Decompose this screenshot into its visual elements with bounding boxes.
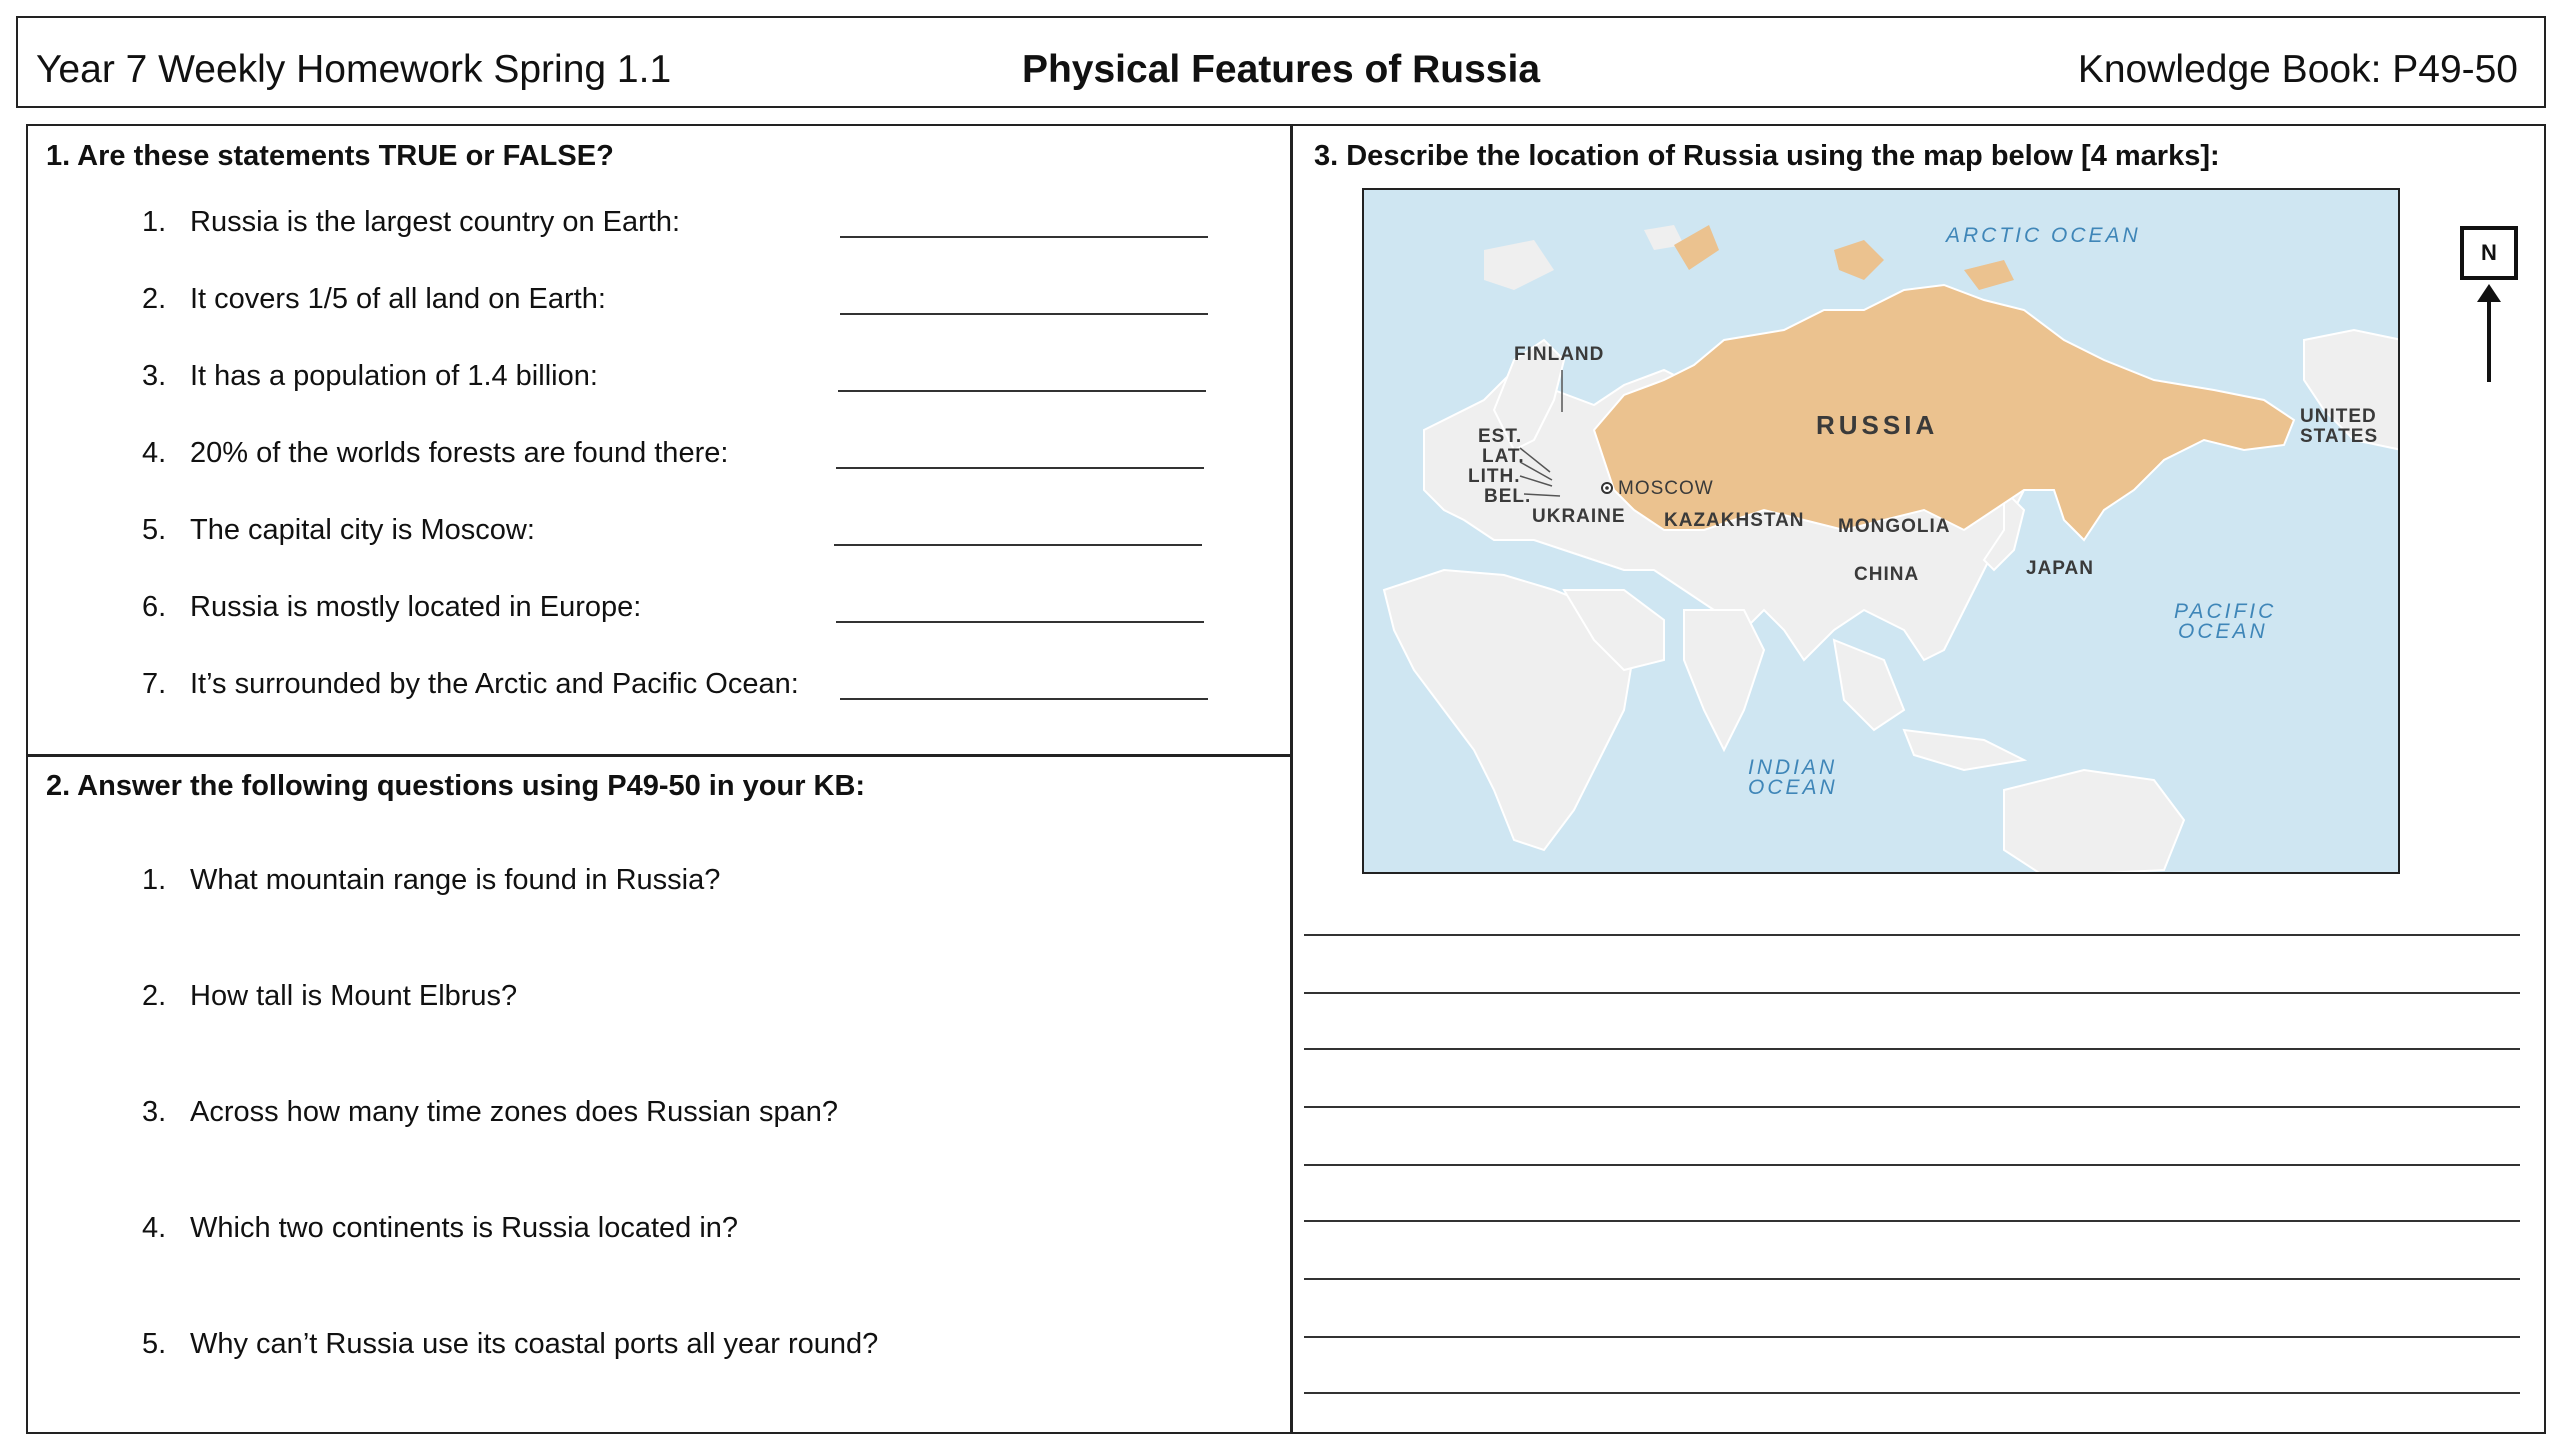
header-bar xyxy=(16,16,2546,108)
north-label: N xyxy=(2460,226,2518,280)
russia-label: RUSSIA xyxy=(1816,410,1939,440)
writing-line[interactable] xyxy=(1304,934,2520,936)
statement-text: Russia is the largest country on Earth: xyxy=(190,206,681,238)
united-states-label-2: STATES xyxy=(2300,426,2379,447)
answer-line[interactable] xyxy=(840,313,1208,315)
item-number: 4. xyxy=(142,1212,167,1244)
kazakhstan-label: KAZAKHSTAN xyxy=(1664,510,1805,531)
estonia-label: EST. xyxy=(1478,426,1523,447)
mongolia-label: MONGOLIA xyxy=(1838,516,1951,537)
homework-label: Year 7 Weekly Homework Spring 1.1 xyxy=(36,48,672,91)
pacific-ocean-label-1: PACIFIC xyxy=(2174,600,2277,623)
horizontal-divider xyxy=(28,754,1290,757)
vertical-divider xyxy=(1290,126,1293,1432)
answer-line[interactable] xyxy=(838,390,1206,392)
north-arrow-shaft xyxy=(2487,298,2491,382)
belarus-label: BEL. xyxy=(1484,486,1532,507)
item-number: 7. xyxy=(142,668,167,700)
statement-text: Russia is mostly located in Europe: xyxy=(190,591,642,623)
question-text: What mountain range is found in Russia? xyxy=(190,864,721,896)
indian-ocean-label-2: OCEAN xyxy=(1748,776,1838,799)
writing-line[interactable] xyxy=(1304,1220,2520,1222)
question-text: Why can’t Russia use its coastal ports all year round? xyxy=(190,1328,879,1360)
question-text: How tall is Mount Elbrus? xyxy=(190,980,518,1012)
finland-label: FINLAND xyxy=(1514,344,1605,365)
answer-line[interactable] xyxy=(836,467,1204,469)
statement-text: The capital city is Moscow: xyxy=(190,514,535,546)
item-number: 3. xyxy=(142,360,167,392)
arctic-ocean-label: ARCTIC OCEAN xyxy=(1946,224,2141,247)
statement-text: It has a population of 1.4 billion: xyxy=(190,360,598,392)
question-text: Across how many time zones does Russian span? xyxy=(190,1096,838,1128)
united-states-label-1: UNITED xyxy=(2300,406,2377,427)
writing-line[interactable] xyxy=(1304,1048,2520,1050)
china-label: CHINA xyxy=(1854,564,1920,585)
ukraine-label: UKRAINE xyxy=(1532,506,1626,527)
item-number: 2. xyxy=(142,283,167,315)
writing-line[interactable] xyxy=(1304,1164,2520,1166)
writing-line[interactable] xyxy=(1304,992,2520,994)
writing-line[interactable] xyxy=(1304,1106,2520,1108)
indian-ocean-label-1: INDIAN xyxy=(1748,756,1838,779)
item-number: 6. xyxy=(142,591,167,623)
moscow-label: MOSCOW xyxy=(1618,478,1714,499)
answer-line[interactable] xyxy=(834,544,1202,546)
item-number: 4. xyxy=(142,437,167,469)
item-number: 1. xyxy=(142,206,167,238)
section3-title: 3. Describe the location of Russia using the map below [4 marks]: xyxy=(1314,140,2220,172)
section2-title: 2. Answer the following questions using P49-50 in your KB: xyxy=(46,770,866,802)
question-text: Which two continents is Russia located in? xyxy=(190,1212,739,1244)
lithuania-label: LITH. xyxy=(1468,466,1521,487)
item-number: 2. xyxy=(142,980,167,1012)
writing-line[interactable] xyxy=(1304,1336,2520,1338)
writing-line[interactable] xyxy=(1304,1392,2520,1394)
page-title: Physical Features of Russia xyxy=(1021,48,1541,91)
answer-line[interactable] xyxy=(840,236,1208,238)
statement-text: 20% of the worlds forests are found there: xyxy=(190,437,729,469)
section1-title: 1. Are these statements TRUE or FALSE? xyxy=(46,140,614,172)
item-number: 5. xyxy=(142,514,167,546)
japan-label: JAPAN xyxy=(2026,558,2094,579)
latvia-label: LAT. xyxy=(1482,446,1525,467)
statement-text: It covers 1/5 of all land on Earth: xyxy=(190,283,606,315)
statement-text: It’s surrounded by the Arctic and Pacific Ocean: xyxy=(190,668,799,700)
writing-line[interactable] xyxy=(1304,1278,2520,1280)
item-number: 3. xyxy=(142,1096,167,1128)
answer-line[interactable] xyxy=(836,621,1204,623)
pacific-ocean-label-2: OCEAN xyxy=(2178,620,2268,643)
item-number: 5. xyxy=(142,1328,167,1360)
answer-line[interactable] xyxy=(840,698,1208,700)
russia-map xyxy=(1362,188,2400,874)
knowledge-book-ref: Knowledge Book: P49-50 xyxy=(2077,48,2518,91)
item-number: 1. xyxy=(142,864,167,896)
